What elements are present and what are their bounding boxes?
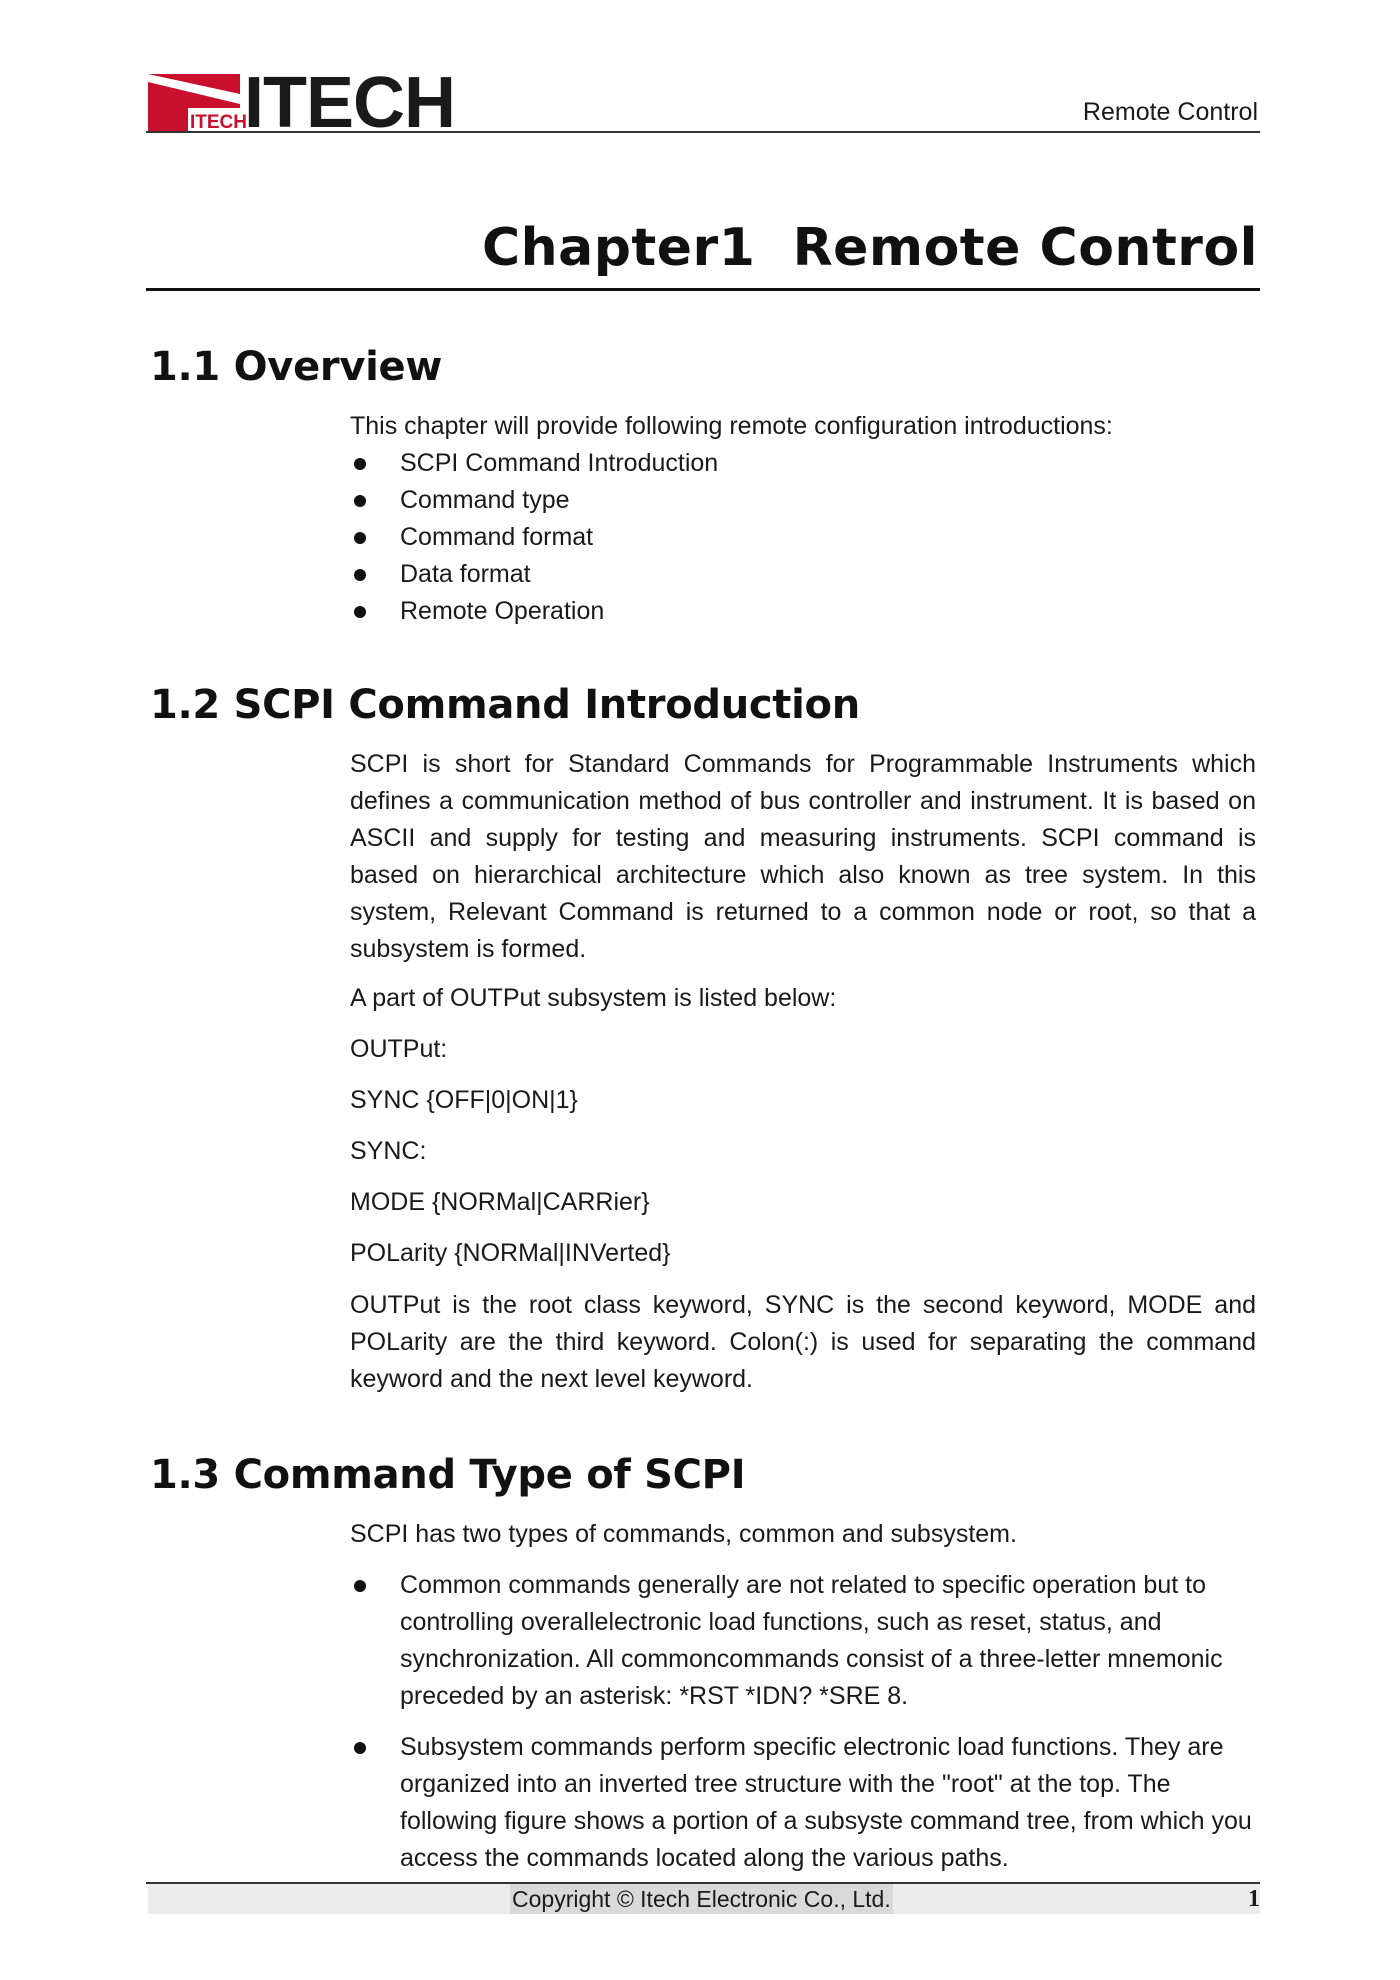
list-item xyxy=(350,1567,1256,1715)
code-line: MODE {NORMal|CARRier} xyxy=(350,1188,650,1216)
bullet-icon xyxy=(354,458,366,470)
paragraph: OUTPut is the root class keyword, SYNC is the second keyword, MODE and POLarity are the third keyword. Colon(:) is used for separating the command keyword and the next level keyword. xyxy=(350,1291,1256,1393)
bullet-icon xyxy=(354,1742,366,1754)
command-type-list xyxy=(350,1567,1256,1877)
scpi-intro-para1 xyxy=(350,746,1256,968)
bullet-icon xyxy=(354,606,366,618)
list-item-text: Subsystem commands perform specific electronic load functions. They are organized into an inverted tree structure with the "root" at the top. The following figure shows a portion of a subsyste command tree, from which you access the commands located along the various paths. xyxy=(400,1733,1252,1872)
command-type-intro: SCPI has two types of commands, common and subsystem. xyxy=(350,1520,1017,1548)
chapter-rule xyxy=(146,288,1260,291)
bullet-icon xyxy=(354,569,366,581)
header-section-label: Remote Control xyxy=(1082,98,1258,126)
list-item xyxy=(350,1729,1256,1877)
list-item-text: SCPI Command Introduction xyxy=(400,449,719,477)
scpi-intro-para2: A part of OUTPut subsystem is listed below: xyxy=(350,984,837,1012)
page-number: 1 xyxy=(1248,1886,1260,1912)
overview-intro: This chapter will provide following remote configuration introductions: xyxy=(350,412,1113,440)
list-item-text: Command type xyxy=(400,486,570,514)
list-item-text: Command format xyxy=(400,523,594,551)
scpi-intro-para3 xyxy=(350,1287,1256,1398)
list-item xyxy=(350,556,1256,593)
list-item xyxy=(350,445,1256,482)
section-heading-scpi-intro: 1.2 SCPI Command Introduction xyxy=(150,682,860,728)
command-type-body xyxy=(350,1516,1256,1877)
section-heading-command-type: 1.3 Command Type of SCPI xyxy=(150,1452,746,1498)
list-item xyxy=(350,519,1256,556)
code-line: OUTPut: xyxy=(350,1035,448,1063)
code-line: POLarity {NORMal|INVerted} xyxy=(350,1239,671,1267)
section-heading-overview: 1.1 Overview xyxy=(150,344,442,390)
footer-copyright: Copyright © Itech Electronic Co., Ltd. xyxy=(512,1886,891,1912)
list-item-text: Remote Operation xyxy=(400,597,605,625)
overview-list xyxy=(350,445,1256,630)
logo-wordmark: ITECH xyxy=(244,63,455,143)
bullet-icon xyxy=(354,495,366,507)
list-item xyxy=(350,593,1256,630)
list-item-text: Data format xyxy=(400,560,531,588)
logo-mark-text: ITECH xyxy=(190,112,247,133)
list-item-text: Common commands generally are not related to specific operation but to controlling overallelectronic load functions, such as reset, status, and synchronization. All commoncommands consist of a three-letter mnemonic preceded by an asterisk: *RST *IDN? *SRE 8. xyxy=(400,1571,1223,1710)
chapter-title: Chapter1 Remote Control xyxy=(481,218,1258,278)
paragraph: SCPI is short for Standard Commands for Programmable Instruments which defines a communication method of bus controller and instrument. It is based on ASCII and supply for testing and measuring instruments. SCPI command is based on hierarchical architecture which also known as tree system. In this system, Relevant Command is returned to a common node or root, so that a subsystem is formed. xyxy=(350,750,1256,963)
header-rule xyxy=(146,131,1260,133)
itech-logo-mark xyxy=(148,74,247,133)
code-line: SYNC {OFF|0|ON|1} xyxy=(350,1086,578,1114)
list-item xyxy=(350,482,1256,519)
itech-logo xyxy=(148,63,455,143)
bullet-icon xyxy=(354,1580,366,1592)
overview-body xyxy=(350,408,1256,630)
code-line: SYNC: xyxy=(350,1137,427,1165)
bullet-icon xyxy=(354,532,366,544)
